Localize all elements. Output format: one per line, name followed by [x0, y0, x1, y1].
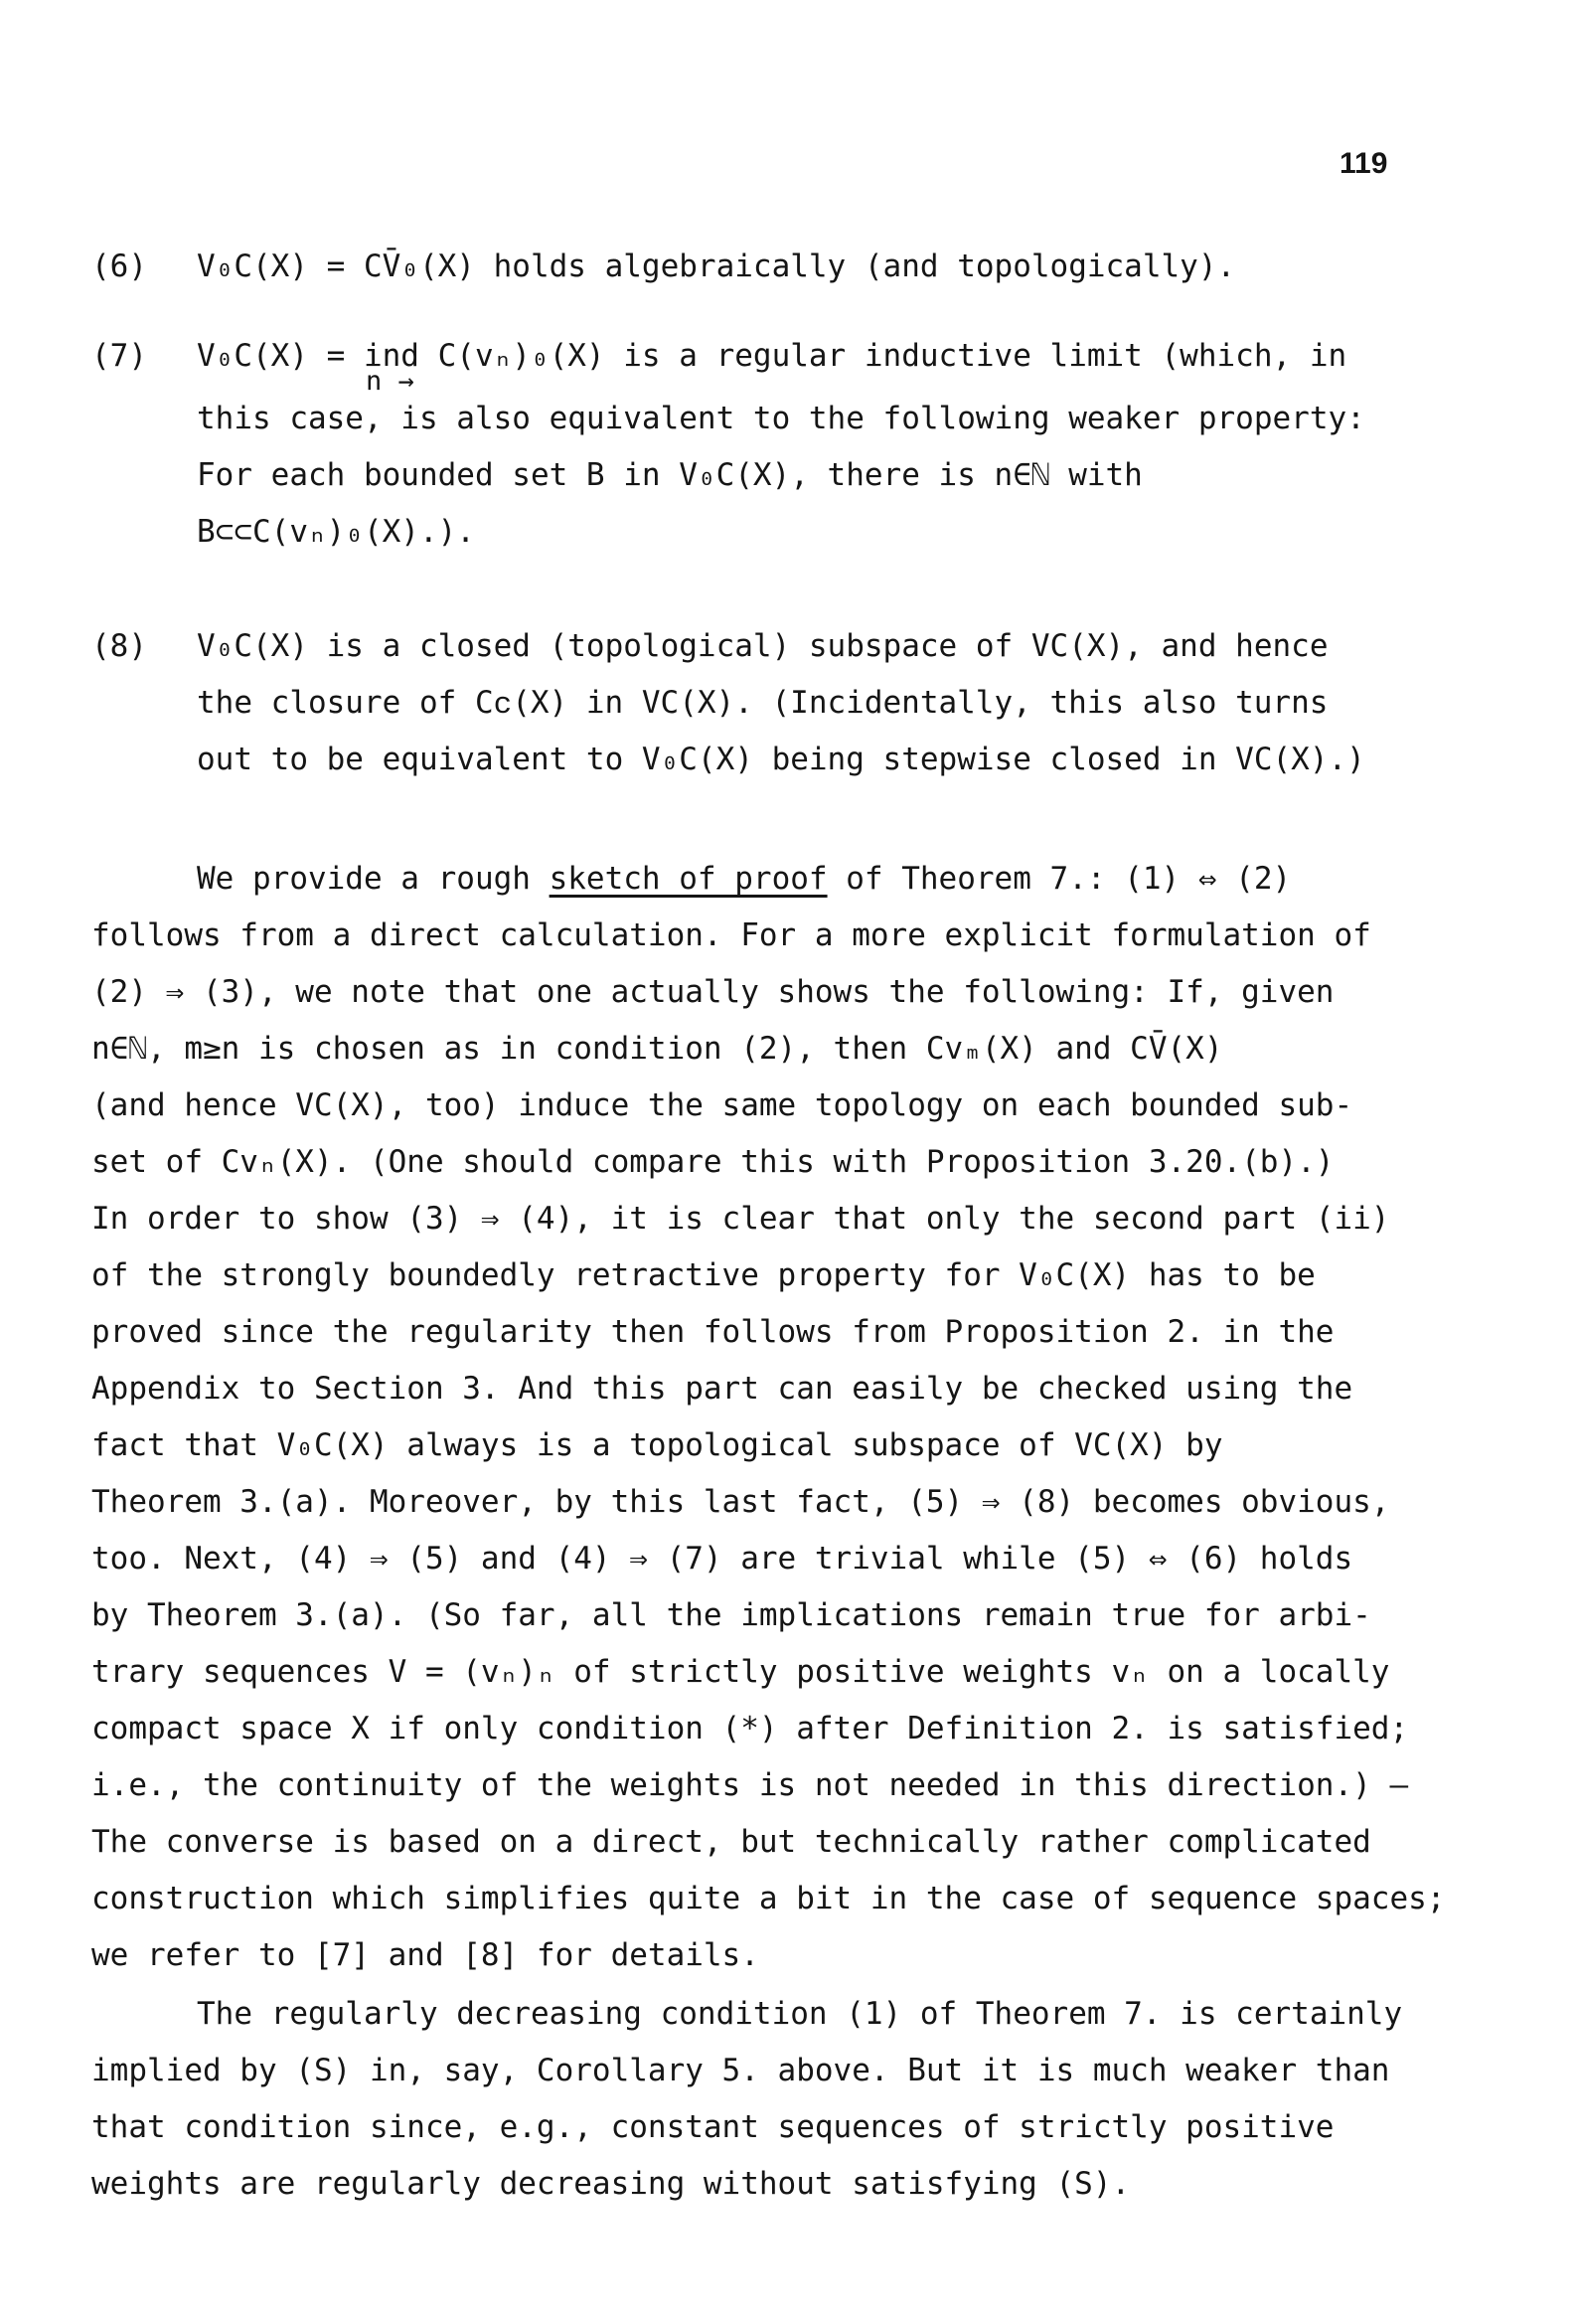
proof-paragraph — [91, 851, 1446, 1984]
condition-line: out to be equivalent to V₀C(X) being stepwise closed in VC(X).) — [197, 742, 1365, 777]
condition-line: this case, is also equivalent to the following weaker property: — [197, 401, 1365, 436]
condition-label: (6) — [91, 249, 147, 284]
proof-line: follows from a direct calculation. For a more explicit formulation of — [91, 917, 1371, 953]
condition-line: B⊂⊂C(vₙ)₀(X).). — [197, 514, 475, 550]
condition-label: (8) — [91, 628, 147, 664]
proof-line: too. Next, (4) ⇒ (5) and (4) ⇒ (7) are trivial while (5) ⇔ (6) holds — [91, 1541, 1353, 1577]
condition-body — [197, 618, 1413, 788]
proof-line: (and hence VC(X), too) induce the same topology on each bounded sub- — [91, 1087, 1353, 1123]
condition-line: For each bounded set B in V₀C(X), there is n∈ℕ with — [197, 457, 1143, 493]
condition-7 — [91, 328, 1413, 561]
proof-suffix: of Theorem 7.: (1) ⇔ (2) — [827, 861, 1292, 897]
proof-line: fact that V₀C(X) always is a topological subspace of VC(X) by — [91, 1427, 1223, 1463]
proof-line: proved since the regularity then follows from Proposition 2. in the — [91, 1314, 1335, 1350]
closing-line: implied by (S) in, say, Corollary 5. above. But it is much weaker than — [91, 2053, 1390, 2088]
proof-line: (2) ⇒ (3), we note that one actually shows the following: If, given — [91, 974, 1335, 1010]
proof-line: Appendix to Section 3. And this part can easily be checked using the — [91, 1371, 1353, 1407]
proof-line: we refer to [7] and [8] for details. — [91, 1937, 759, 1973]
proof-line: trary sequences V = (vₙ)ₙ of strictly positive weights vₙ on a locally — [91, 1654, 1390, 1690]
condition-8 — [91, 618, 1413, 788]
proof-line: n∈ℕ, m≥n is chosen as in condition (2), then Cvₘ(X) and CV̄(X) — [91, 1031, 1223, 1067]
condition-label: (7) — [91, 338, 147, 374]
proof-line: construction which simplifies quite a bit in the case of sequence spaces; — [91, 1881, 1446, 1916]
condition-line: the closure of Cᴄ(X) in VC(X). (Incidentally, this also turns — [197, 685, 1329, 721]
condition-body — [197, 328, 1413, 561]
condition-line: V₀C(X) is a closed (topological) subspace of VC(X), and hence — [197, 628, 1329, 664]
proof-line: The converse is based on a direct, but technically rather complicated — [91, 1824, 1371, 1860]
proof-line: i.e., the continuity of the weights is not needed in this direction.) — — [91, 1767, 1409, 1803]
sketch-of-proof-underlined: sketch of proof — [549, 861, 828, 897]
closing-line: weights are regularly decreasing without satisfying (S). — [91, 2166, 1131, 2202]
proof-line: compact space X if only condition (*) after Definition 2. is satisfied; — [91, 1711, 1409, 1746]
condition-body — [197, 239, 1413, 295]
page-number: 119 — [1340, 147, 1388, 180]
condition-line: V₀C(X) = ind C(vₙ)₀(X) is a regular inductive limit (which, in — [197, 338, 1347, 374]
proof-line: Theorem 3.(a). Moreover, by this last fact, (5) ⇒ (8) becomes obvious, — [91, 1484, 1390, 1520]
closing-paragraph — [91, 1986, 1413, 2213]
proof-first-line — [91, 851, 1413, 908]
condition-6 — [91, 239, 1413, 295]
proof-line: In order to show (3) ⇒ (4), it is clear that only the second part (ii) — [91, 1201, 1390, 1237]
closing-line: The regularly decreasing condition (1) of Theorem 7. is certainly — [197, 1996, 1403, 2032]
proof-line: set of Cvₙ(X). (One should compare this with Proposition 3.20.(b).) — [91, 1144, 1335, 1180]
proof-line: by Theorem 3.(a). (So far, all the implications remain true for arbi- — [91, 1597, 1371, 1633]
limit-subscript: n → — [366, 366, 414, 397]
closing-line: that condition since, e.g., constant sequences of strictly positive — [91, 2109, 1335, 2145]
proof-prefix: We provide a rough — [197, 861, 550, 897]
condition-line: V₀C(X) = CV̄₀(X) holds algebraically (and topologically). — [197, 249, 1236, 284]
proof-line: of the strongly boundedly retractive property for V₀C(X) has to be — [91, 1257, 1316, 1293]
